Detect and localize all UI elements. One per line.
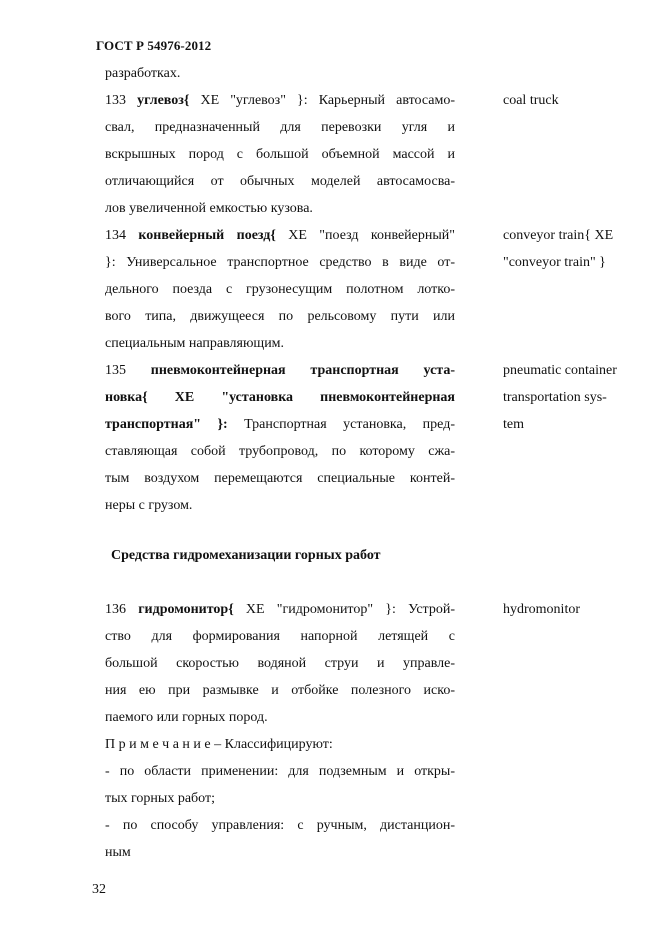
document-header: ГОСТ Р 54976-2012 xyxy=(96,38,212,53)
entry-135-line-2: новка{ XE "установка пневмоконтейнерная xyxy=(105,390,455,405)
entries-block-1 xyxy=(105,60,455,519)
entry-134-line-1 xyxy=(105,222,455,249)
entry-136-line-4: ния ею при размывке и отбойке полезного иско- xyxy=(105,683,455,698)
entry-136-line-5: паемого или горных пород. xyxy=(105,710,268,725)
english-term: "conveyor train" } xyxy=(503,255,606,270)
term-xe: XE "гидромонитор" }: Устрой- xyxy=(245,602,455,617)
note-item-1-line-1: - по области применении: для подземным и откры- xyxy=(105,764,455,779)
english-term: coal truck xyxy=(503,93,559,108)
entry-number: 135 xyxy=(105,363,151,378)
entry-136-line-2: ство для формирования напорной летящей с xyxy=(105,629,455,644)
note-heading: П р и м е ч а н и е – Классифицируют: xyxy=(105,737,333,752)
english-term: pneumatic container xyxy=(503,363,617,378)
english-term: transportation sys- xyxy=(503,390,607,405)
entry-136-line-3: большой скоростью водяной струи и управле- xyxy=(105,656,455,671)
entry-136-line-1 xyxy=(105,596,455,623)
entry-135-line-6: неры с грузом. xyxy=(105,498,193,513)
section-title: Средства гидромеханизации горных работ xyxy=(111,548,381,563)
entry-133-line-1 xyxy=(105,87,455,114)
term-xe: XE "поезд конвейерный" xyxy=(288,228,455,243)
term-ru: конвейерный поезд{ xyxy=(138,228,289,243)
entry-136-english xyxy=(503,596,643,623)
entry-number: 136 xyxy=(105,602,139,617)
entry-133-english xyxy=(503,87,643,114)
entry-134-line-3: дельного поезда с грузонесущим полотном лотко- xyxy=(105,282,455,297)
entry-133-line-5: лов увеличенной емкостью кузова. xyxy=(105,201,313,216)
english-term: tem xyxy=(503,417,524,432)
entry-number: 133 xyxy=(105,93,138,108)
definition-start: Транспортная установка, пред- xyxy=(227,417,455,432)
term-ru: транспортная" }: xyxy=(105,417,228,432)
entry-133-line-2: свал, предназначенный для перевозки угля и xyxy=(105,120,455,135)
entry-135-line-3 xyxy=(105,411,455,438)
entry-133-line-3: вскрышных пород с большой объемной массой и xyxy=(105,147,455,162)
english-term: hydromonitor xyxy=(503,602,580,617)
note-item-2-line-1: - по способу управления: с ручным, дистанцион- xyxy=(105,818,455,833)
entry-134-line-4: вого типа, движущееся по рельсовому пути или xyxy=(105,309,455,324)
entry-135-english xyxy=(503,357,643,438)
entry-135-line-4: ставляющая собой трубопровод, по которому сжа- xyxy=(105,444,455,459)
entries-block-2 xyxy=(105,596,455,866)
entry-135-line-5: тым воздухом перемещаются специальные контей- xyxy=(105,471,455,486)
entry-134-line-5: специальным направляющим. xyxy=(105,336,285,351)
term-ru: углевоз{ xyxy=(137,93,201,108)
entry-number: 134 xyxy=(105,228,139,243)
term-ru: пневмоконтейнерная транспортная уста- xyxy=(150,363,456,378)
term-ru: гидромонитор{ xyxy=(138,602,246,617)
entry-134-line-2: }: Универсальное транспортное средство в виде от- xyxy=(105,255,455,270)
english-term: conveyor train{ XE xyxy=(503,228,614,243)
entry-135-line-1 xyxy=(105,357,455,384)
note-item-1-line-2: тых горных работ; xyxy=(105,791,215,806)
note-item-2-line-2: ным xyxy=(105,845,131,860)
term-xe: XE "углевоз" }: Карьерный автосамо- xyxy=(200,93,455,108)
page-number: 32 xyxy=(92,882,106,897)
entry-134-english xyxy=(503,222,643,276)
entry-133-line-4: отличающийся от обычных моделей автосамосва- xyxy=(105,174,455,189)
continuation-line: разработках. xyxy=(105,66,181,81)
